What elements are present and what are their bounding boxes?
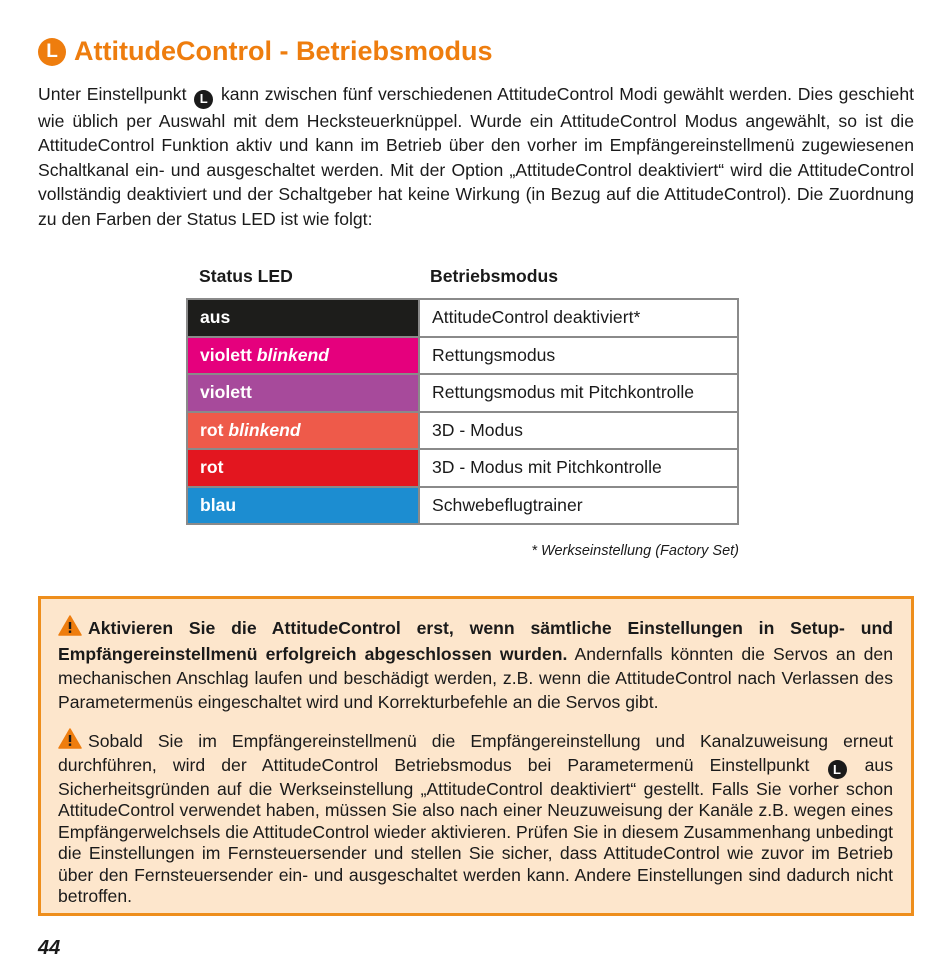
warning-2-text-start: Sobald Sie im Empfängereinstellmenü die Empfängereinstellung und Kanalzuweisung erneut durchführen, wird der AttitudeControl Betriebsmodus bei Parametermenü Einstellpunkt <box>58 731 893 775</box>
table-row <box>187 374 738 412</box>
led-mode-table <box>186 298 739 525</box>
led-label-suffix: blinkend <box>228 419 301 440</box>
led-label: blau <box>200 494 237 515</box>
table-row <box>187 487 738 525</box>
led-cell <box>187 449 419 487</box>
column-header-status-led: Status LED <box>199 266 293 286</box>
led-cell <box>187 374 419 412</box>
inline-letter-badge: L <box>828 760 847 779</box>
mode-cell: Schwebeflugtrainer <box>419 487 738 525</box>
table-row <box>187 449 738 487</box>
table-row <box>187 299 738 337</box>
led-cell <box>187 299 419 337</box>
warning-1-text: Andernfalls könnten die Servos an den mechanischen Anschlag laufen und beschädigt werden, z.B. wenn die AttitudeControl nach Verlassen des Parametermenüs eingeschaltet wird und Korrekturbefehle an die Servos gibt. <box>58 644 893 712</box>
warning-1-bold: Aktivieren Sie die AttitudeControl erst, wenn sämtliche Einstellungen in Setup- und Empfängereinstellmenü erfolgreich abgeschlossen wurden. <box>58 618 893 664</box>
mode-cell: 3D - Modus <box>419 412 738 450</box>
intro-text-rest: kann zwischen fünf verschiedenen AttitudeControl Modi gewählt werden. Dies geschieht wie üblich per Auswahl mit dem Hecksteuerknüppel. Wurde ein AttitudeControl Modus angewählt, so ist die AttitudeControl Funktion aktiv und kann im Betrieb über den vorher im Empfängereinstellmenü zugewiesenen Schaltkanal ein- und ausgeschaltet werden. Mit der Option „AttitudeControl deaktiviert“ wird die AttitudeControl vollständig deaktiviert und der Schaltgeber hat keine Wirkung (in Bezug auf die AttitudeControl). Die Zuordnung zu den Farben der Status LED ist wie folgt: <box>38 84 914 229</box>
footnote: * Werkseinstellung (Factory Set) <box>531 543 739 559</box>
mode-cell: AttitudeControl deaktiviert* <box>419 299 738 337</box>
intro-text-start: Unter Einstellpunkt <box>38 84 193 104</box>
warning-paragraph-1 <box>58 615 893 714</box>
mode-cell: 3D - Modus mit Pitchkontrolle <box>419 449 738 487</box>
warning-box <box>38 596 914 916</box>
page-heading <box>38 36 493 67</box>
mode-cell: Rettungsmodus mit Pitchkontrolle <box>419 374 738 412</box>
led-label-suffix: blinkend <box>256 344 330 365</box>
led-cell <box>187 337 419 375</box>
inline-letter-badge: L <box>194 90 213 109</box>
warning-triangle-icon <box>58 615 82 642</box>
column-header-mode: Betriebsmodus <box>430 266 559 286</box>
led-label: violett <box>200 382 252 403</box>
led-label: rot <box>200 457 224 478</box>
page-number: 44 <box>38 937 61 959</box>
led-label: rot <box>200 419 229 440</box>
mode-cell: Rettungsmodus <box>419 337 738 375</box>
table-row <box>187 337 738 375</box>
table-row <box>187 412 738 450</box>
intro-paragraph <box>38 82 914 231</box>
led-cell <box>187 487 419 525</box>
section-letter-badge: L <box>38 38 66 66</box>
led-label: violett <box>200 344 257 365</box>
page-title: AttitudeControl - Betriebsmodus <box>74 36 493 66</box>
warning-paragraph-2 <box>58 728 893 908</box>
led-label: aus <box>200 307 231 328</box>
led-cell <box>187 412 419 450</box>
warning-triangle-icon <box>58 728 82 755</box>
warning-2-text-rest: aus Sicherheitsgründen auf die Werkseinstellung „AttitudeControl deaktiviert“ gestellt. Falls Sie vorher schon AttitudeControl verwendet haben, müssen Sie also nach einer Neuzuweisung der Kanäle z.B. wegen eines Empfängerwelchsels die AttitudeControl wieder aktivieren. Prüfen Sie in diesem Zusammenhang unbedingt die Einstellungen im Fernsteuersender und stellen Sie sicher, dass AttitudeControl wie zuvor im Betrieb über den Fernsteuersender ein- und ausgeschaltet werden kann. Andere Einstellungen sind dadurch nicht betroffen. <box>58 754 893 907</box>
